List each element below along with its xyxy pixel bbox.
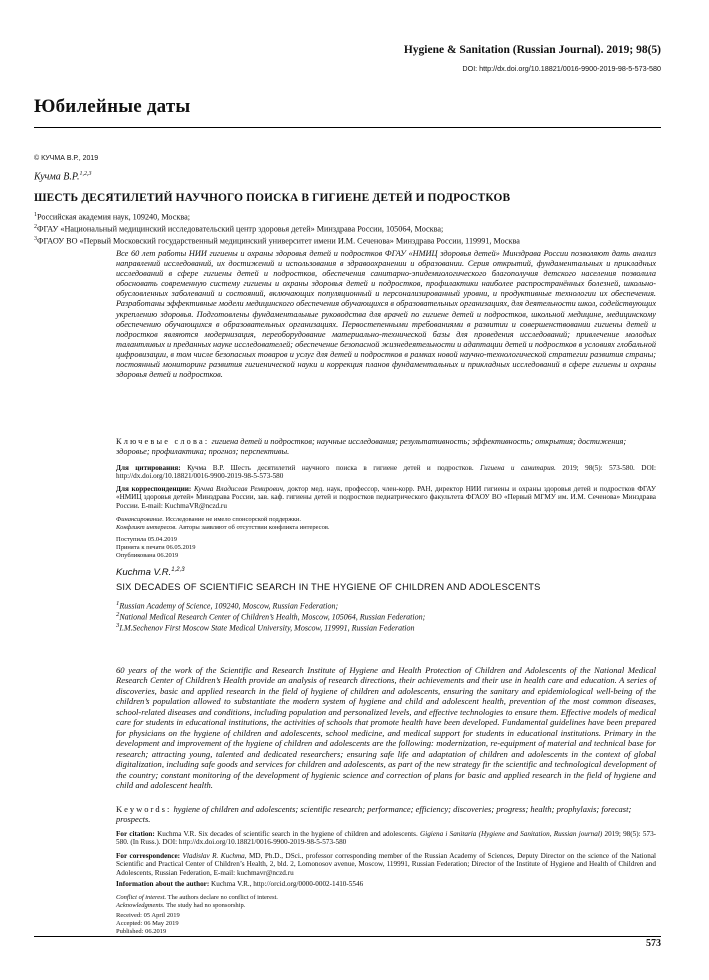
author-info-en xyxy=(116,880,656,888)
published-ru: Опубликована 06.2019 xyxy=(116,552,179,559)
conflict-ru xyxy=(116,524,330,532)
article-title-en: SIX DECADES OF SCIENTIFIC SEARCH IN THE HYGIENE OF CHILDREN AND ADOLESCENTS xyxy=(116,582,541,592)
affiliation-ru-3 xyxy=(34,236,674,246)
section-divider xyxy=(34,127,661,128)
accepted-ru: Принята к печати 06.05.2019 xyxy=(116,544,196,551)
abstract-ru: Все 60 лет работы НИИ гигиены и охраны здоровья детей и подростков ФГАУ «НМИЦ здоровья детей» Минздрава России позволяют дать анализ направлений исследований, их достижений и использования в здравоохранении и образовании. Серия открытий, фундаментальных и прикладных исследований в сфере гигиены детей и подростков, обеспечения санитарно-эпидемиологического благополучия детского населения позволила обосновать современную систему гигиены и охраны здоровья детей и подростков, профилактики наиболее распространённых болезней, школьно-обусловленных заболеваний и состояний, включающих популяционный и персонализированный уровни, и продуктивные технологии их обеспечения. Разработаны эффективные модели медицинского обеспечения обучающихся в образовательных организациях, для деятельности школ, содействующих укреплению здоровья. Подготовлены фундаментальные руководства для врачей по гигиене детей и подростков, школьной медицине, медицинскому обеспечению обучающихся в образовательных организациях. Первостепенными требованиями в развитии и совершенствовании гигиены детей и подростков являются модернизация, переоборудование материально-технической базы для проведения исследований; привлечение молодых талантливых и преданных науке исследователей; обеспечение безопасной жизнедеятельности и адаптации детей и подростков в условиях глобальной цифровизации, в том числе безопасных товаров и услуг для детей и подростков в рамках новой научно-технологической стратегии развития страны; постоянный мониторинг развития гигиенической науки и коррекция планов фундаментальных и прикладных исследований в сфере гигиены и охраны здоровья детей и подростков. xyxy=(116,249,656,380)
doi-line: DOI: http://dx.doi.org/10.18821/0016-9900-2019-98-5-573-580 xyxy=(462,64,661,73)
corr-en-label: For correspondence: xyxy=(116,852,181,860)
corr-en-text: MD, Ph.D., DSci., professor corresponding member of the Russian Academy of Sciences, Deputy Director on the science of the National Scientific and Practical Center of Children’s Health, 2, bld. 2, Lomonosov avenue, Moscow, 119991, Russian Federation; Director of the Institute of Hygiene and Health of Children and Adolescents, Russian Federation, E-mail: kuchmavr@nczd.ru xyxy=(116,852,657,877)
ack-en xyxy=(116,902,245,910)
author-en xyxy=(116,567,185,578)
aff-text: ФГАУ «Национальный медицинский исследовательский центр здоровья детей» Минздрава России, 105064, Москва; xyxy=(37,224,444,234)
conflict-en-text: The authors declare no conflict of interest. xyxy=(167,894,278,901)
funding-ru-text: Исследование не имело спонсорской поддержки. xyxy=(165,516,302,523)
page-number: 573 xyxy=(646,938,661,949)
corr-ru-label: Для корреспонденции: xyxy=(116,485,192,493)
citation-en-text: Kuchma V.R. Six decades of scientific search in the hygiene of children and adolescents. xyxy=(157,830,418,838)
info-en-label: Information about the author: xyxy=(116,880,210,888)
conflict-en xyxy=(116,894,278,902)
corr-en-name: Vladislav R. Kuchma, xyxy=(182,852,247,860)
author-en-sup: 1,2,3 xyxy=(171,567,185,573)
citation-en xyxy=(116,830,656,847)
aff-text: National Medical Research Center of Children’s Health, Moscow, 105064, Russian Federation; xyxy=(119,612,426,622)
aff-sup: 2 xyxy=(34,224,37,230)
affiliation-en-2 xyxy=(116,611,425,622)
aff-text: Российская академия наук, 109240, Москва; xyxy=(37,212,190,222)
section-title: Юбилейные даты xyxy=(34,96,191,117)
keywords-ru xyxy=(116,437,656,457)
affiliation-ru-2 xyxy=(34,224,674,234)
article-title-ru: ШЕСТЬ ДЕСЯТИЛЕТИЙ НАУЧНОГО ПОИСКА В ГИГИЕНЕ ДЕТЕЙ И ПОДРОСТКОВ xyxy=(34,192,511,204)
aff-text: ФГАОУ ВО «Первый Московский государственный медицинский университет имени И.М. Сеченова» Минздрава России, 119991, Москва xyxy=(37,236,520,246)
correspondence-ru xyxy=(116,485,656,510)
citation-ru-tail: 2019; 98(5): 573-580. DOI: http://dx.doi.org/10.18821/0016-9900-2019-98-5-573-580 xyxy=(116,464,657,481)
corr-ru-text: доктор мед. наук, профессор, член-корр. РАН, директор НИИ гигиены и охраны здоровья детей и подростков ФГАУ «НМИЦ здоровья детей» Минздрава России, зав. каф. гигиены детей и подростков педиатрического факультета ФГАОУ ВО «Первый МГМУ им. И.М. Сеченова» Минздрава России. E-mail: KuchmaVR@nczd.ru xyxy=(116,485,657,510)
funding-ru xyxy=(116,516,301,524)
aff-text: I.M.Sechenov First Moscow State Medical University, Moscow, 119991, Russian Federation xyxy=(119,623,415,633)
correspondence-en xyxy=(116,852,656,877)
keywords-ru-label: Ключевые слова: xyxy=(116,437,210,446)
published-en: Published: 06.2019 xyxy=(116,928,167,935)
citation-en-label: For citation: xyxy=(116,830,155,838)
conflict-ru-label: Конфликт интересов. xyxy=(116,524,177,531)
author-ru xyxy=(34,171,92,182)
aff-text: Russian Academy of Science, 109240, Moscow, Russian Federation; xyxy=(119,601,339,611)
ack-en-text: The study had no sponsorship. xyxy=(166,902,246,909)
keywords-en xyxy=(116,804,656,825)
ack-en-label: Acknowledgments. xyxy=(116,902,165,909)
citation-ru-text: Кучма В.Р. Шесть десятилетий научного поиска в гигиене детей и подростков. xyxy=(187,464,474,472)
journal-header: Hygiene & Sanitation (Russian Journal). 2019; 98(5) xyxy=(403,44,661,56)
accepted-en: Accepted: 06 May 2019 xyxy=(116,920,179,927)
aff-sup: 1 xyxy=(116,600,120,607)
aff-sup: 2 xyxy=(116,611,120,618)
aff-sup: 3 xyxy=(34,236,37,242)
conflict-ru-text: Авторы заявляют об отсутствии конфликта интересов. xyxy=(178,524,330,531)
abstract-en: 60 years of the work of the Scientific and Research Institute of Hygiene and Health Protection of Children and Adolescents of the National Medical Research Center of Children’s Health provide an analysis of research directions, their achievements and their use in health care and education. A series of discoveries, basic and applied research in the field of hygiene of children and adolescents, ensuring the sanitary and epidemiological well-being of the children’s population allowed to substantiate the modern system of hygiene and child and adolescent health, prevention of the most common diseases, school-related diseases and conditions, including population and personalized levels, and effective technologies to ensure them. Effective models of medical care for students in educational institutions, the activities of schools that promote health have been developed. Fundamental guidelines have been prepared for physicians on the hygiene of children and adolescents, school medicine, and medical support for students in educational institutions. Primary in the development and improvement of the hygiene of children and adolescents are the following: modernization, re-equipment of material and technical base for research; attracting young, talented and dedicated researchers; ensuring safe life and adaptation of children and adolescents in the context of global digitalization, including safe goods and services for children and adolescents, as part of the new strategy fir the scientific and technological development of the country; constant monitoring of the development of hygienic science and correction of plans for basic and applied research in the field of hygiene and child and adolescent health. xyxy=(116,665,656,790)
affiliation-en-3 xyxy=(116,622,415,633)
keywords-ru-text: гигиена детей и подростков; научные исследования; результативность; эффективность; открытия; достижения; здоровье; профилактика; прогноз; перспективы. xyxy=(116,437,627,457)
affiliation-en-1 xyxy=(116,600,338,611)
affiliation-ru-1 xyxy=(34,212,674,222)
footer-divider xyxy=(34,936,661,937)
copyright: © КУЧМА В.Р., 2019 xyxy=(34,155,99,162)
author-en-name: Kuchma V.R. xyxy=(116,567,172,579)
keywords-en-label: Keywords: xyxy=(116,804,172,814)
author-ru-name: Кучма В.Р. xyxy=(34,171,80,183)
received-ru: Поступила 05.04.2019 xyxy=(116,536,177,543)
author-ru-sup: 1,2,3 xyxy=(79,171,92,177)
corr-ru-name: Кучма Владислав Ремирович, xyxy=(194,485,285,493)
conflict-en-label: Conflict of interest. xyxy=(116,894,167,901)
aff-sup: 1 xyxy=(34,212,37,218)
citation-ru xyxy=(116,464,656,481)
info-en-text: Kuchma V.R., http://orcid.org/0000-0002-1410-5546 xyxy=(211,880,364,888)
citation-ru-journal: Гигиена и санитария. xyxy=(480,464,556,472)
citation-en-journal: Gigiena i Sanitaria (Hygiene and Sanitation, Russian journal) xyxy=(420,830,603,838)
citation-en-tail: 2019; 98(5): 573-580. (In Russ.). DOI: http://dx.doi.org/10.18821/0016-9900-2019-98-5-573-580 xyxy=(116,830,657,847)
aff-sup: 3 xyxy=(116,622,120,629)
funding-ru-label: Финансирование. xyxy=(116,516,164,523)
keywords-en-text: hygiene of children and adolescents; scientific research; performance; efficiency; discoveries; progress; health; prophylaxis; forecast; prospects. xyxy=(116,804,632,825)
received-en: Received: 05 April 2019 xyxy=(116,912,180,919)
citation-ru-label: Для цитирования: xyxy=(116,464,181,472)
